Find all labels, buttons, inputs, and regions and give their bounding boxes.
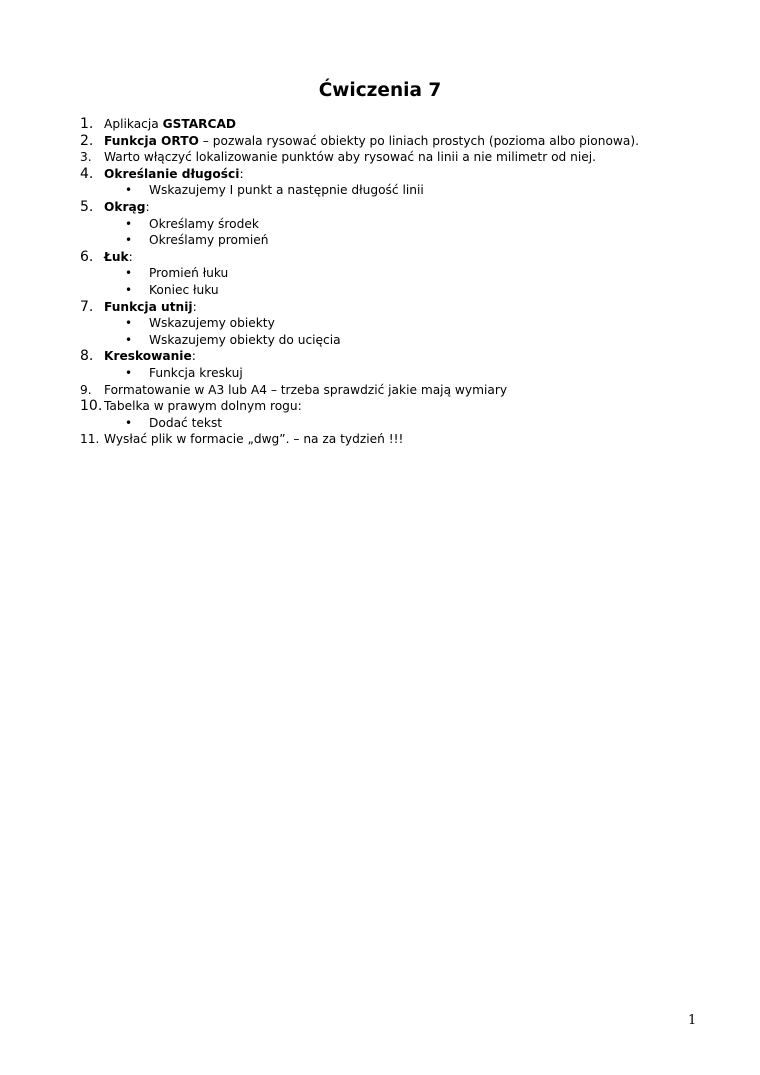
sub-item-text: Wskazujemy obiekty [149, 316, 275, 331]
sub-item-text: Wskazujemy obiekty do ucięcia [149, 332, 341, 347]
item-text: Warto włączyć lokalizowanie punktów aby rysować na linii a nie milimetr od niej. [104, 150, 597, 165]
list-item [80, 149, 720, 166]
item-text: : [239, 166, 244, 181]
item-number: 8. [80, 348, 94, 365]
exercise-list [80, 116, 720, 448]
sub-list-item [80, 182, 720, 199]
list-item [80, 166, 720, 183]
bullet-icon: • [125, 183, 133, 198]
sub-list-item [80, 332, 720, 349]
bullet-icon: • [125, 316, 133, 331]
bullet-icon: • [125, 266, 133, 281]
item-bold-text: Określanie długości [104, 166, 240, 181]
item-number: 9. [80, 382, 92, 397]
item-text: – pozwala rysować obiekty po liniach prostych (pozioma albo pionowa). [198, 133, 639, 148]
list-item [80, 382, 720, 399]
sub-list-item [80, 216, 720, 233]
list-item [80, 431, 720, 448]
item-number: 4. [80, 165, 94, 182]
page-title: Ćwiczenia 7 [318, 80, 442, 101]
sub-list-item [80, 315, 720, 332]
item-bold-text: Kreskowanie [104, 349, 192, 364]
item-number: 5. [80, 198, 94, 215]
list-item [80, 249, 720, 266]
item-text: Formatowanie w A3 lub A4 – trzeba sprawdzić jakie mają wymiary [104, 382, 508, 397]
list-item [80, 199, 720, 216]
item-text: : [192, 299, 197, 314]
sub-list-item [80, 365, 720, 382]
item-bold-text: Funkcja ORTO [104, 133, 199, 148]
bullet-icon: • [125, 415, 133, 430]
item-number: 11. [80, 432, 100, 447]
item-number: 7. [80, 298, 94, 315]
item-text: Aplikacja [104, 117, 163, 131]
bullet-icon: • [125, 216, 133, 231]
bullet-icon: • [125, 365, 133, 380]
sub-list-item [80, 415, 720, 432]
item-text: : [145, 199, 150, 214]
page-number: 1 [688, 1013, 697, 1028]
item-text: : [191, 349, 196, 364]
list-item [80, 299, 720, 316]
item-number: 6. [80, 248, 94, 265]
sub-list-item [80, 282, 720, 299]
sub-list-item [80, 232, 720, 249]
item-text: Tabelka w prawym dolnym rogu: [104, 399, 302, 414]
item-number: 1. [80, 116, 94, 132]
list-item [80, 348, 720, 365]
bullet-icon: • [125, 282, 133, 297]
sub-item-text: Wskazujemy I punkt a następnie długość linii [149, 183, 424, 198]
list-item [80, 116, 720, 133]
item-number: 2. [80, 132, 94, 149]
sub-item-text: Określamy promień [149, 233, 269, 248]
item-bold-text: Okrąg [104, 199, 146, 214]
sub-item-text: Określamy środek [149, 216, 259, 231]
item-number: 3. [80, 150, 92, 165]
item-text: : [128, 249, 133, 264]
item-text: Wysłać plik w formacie „dwg”. – na za tydzień !!! [104, 432, 404, 447]
sub-list-item [80, 265, 720, 282]
list-item [80, 133, 720, 150]
item-bold-text: GSTARCAD [162, 117, 237, 131]
item-number: 10. [80, 398, 103, 415]
bullet-icon: • [125, 332, 133, 347]
sub-item-text: Promień łuku [149, 266, 229, 281]
item-bold-text: Funkcja utnij [104, 299, 193, 314]
sub-item-text: Funkcja kreskuj [149, 365, 243, 380]
sub-item-text: Dodać tekst [149, 415, 223, 430]
item-bold-text: Łuk [104, 249, 129, 264]
bullet-icon: • [125, 233, 133, 248]
list-item [80, 398, 720, 415]
sub-item-text: Koniec łuku [149, 282, 219, 297]
